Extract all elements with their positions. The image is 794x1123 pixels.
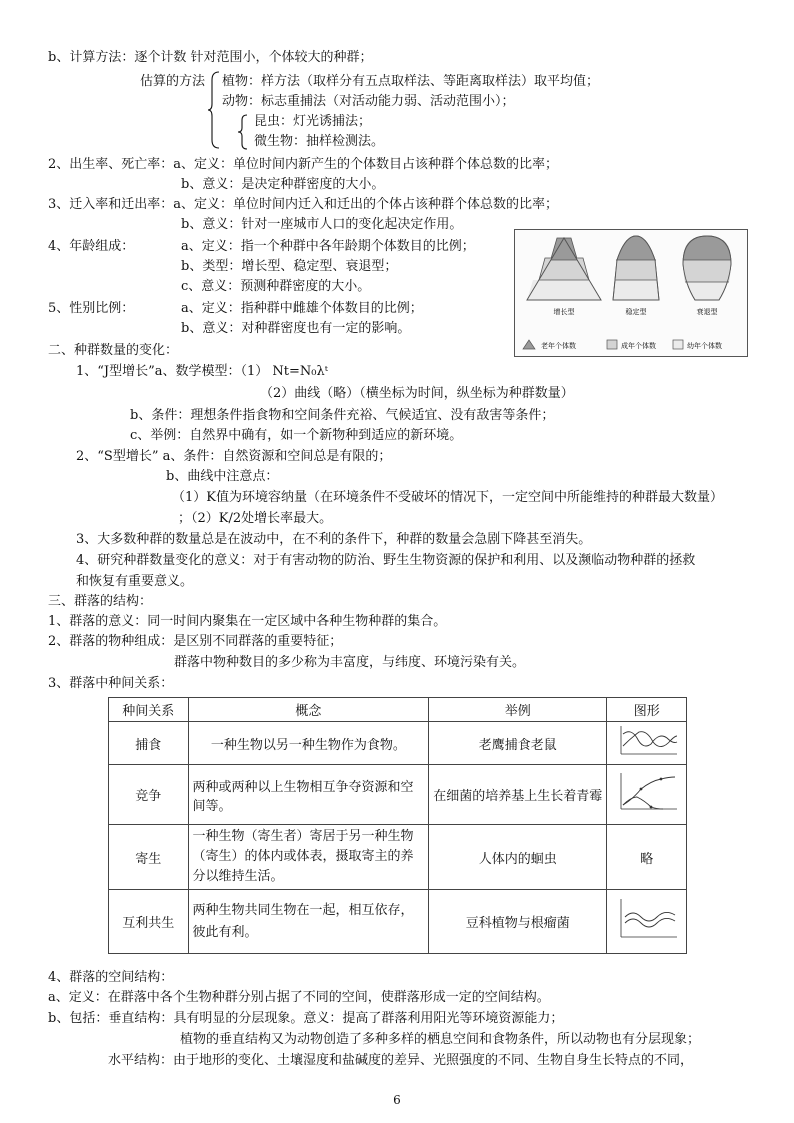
- line-age-structure-definition: a、定义：指一个种群中各年龄期个体数目的比例；: [181, 239, 475, 254]
- relation-concept: 一种生物（寄生者）寄居于另一种生物（寄生）的体内或体表，摄取寄主的养分以维持生活。: [188, 825, 429, 890]
- legend-adult-label: 成年个体数: [621, 342, 656, 350]
- line-microbe-sampling: 微生物：抽样检测法。: [254, 134, 385, 149]
- line-species-composition: 2、群落的物种组成：是区别不同群落的重要特征；: [48, 634, 343, 649]
- table-header-row: [109, 698, 687, 722]
- line-age-structure-label: 4、年龄组成：: [48, 239, 135, 254]
- declining-type-label: 衰退型: [696, 308, 718, 316]
- legend-old-swatch: [523, 340, 535, 349]
- line-horizontal-structure: 水平结构：由于地形的变化、土壤湿度和盐碱度的差异、光照强度的不同、生物自身生长特点的不同，: [108, 1053, 694, 1068]
- relation-graph: 略: [607, 825, 687, 890]
- line-birth-death-definition: 2、出生率、死亡率：a、定义：单位时间内新产生的个体数目占该种群个体总数的比率；: [48, 157, 559, 172]
- relation-example: 豆科植物与根瘤菌: [429, 890, 607, 954]
- line-research-meaning-cont: 和恢复有重要意义。: [76, 574, 194, 589]
- relation-concept: 两种或两种以上生物相互争夺资源和空间等。: [188, 765, 429, 825]
- line-interspecific-heading: 3、群落中种间关系：: [48, 676, 174, 691]
- declining-type-urn: [683, 236, 731, 300]
- age-structure-figure: [514, 229, 748, 357]
- line-k-value: （1）K值为环境容纳量（在环境条件不受破坏的情况下，一定空间中所能维持的种群最大数量）: [172, 490, 723, 505]
- line-section-two-heading: 二、种群数量的变化：: [48, 343, 179, 358]
- header-graph: 图形: [607, 698, 687, 722]
- header-concept: 概念: [188, 698, 429, 722]
- line-vertical-structure: b、包括：垂直结构：具有明显的分层现象。意义：提高了群落利用阳光等环境资源能力；: [48, 1011, 564, 1026]
- table-row: [109, 890, 687, 954]
- line-migration-definition: 3、迁入率和迁出率：a、定义：单位时间内迁入和迁出的个体占该种群个体总数的比率；: [48, 197, 559, 212]
- page-number: 6: [393, 1093, 401, 1107]
- brace-large: [207, 70, 221, 150]
- line-community-meaning: 1、群落的意义：同一时间内聚集在一定区域中各种生物种群的集合。: [48, 614, 447, 629]
- header-example: 举例: [429, 698, 607, 722]
- competition-graph: [607, 765, 687, 825]
- growth-type-pyramid: [527, 238, 601, 300]
- relation-concept: 两种生物共同生物在一起，相互依存，彼此有利。: [188, 890, 429, 954]
- legend-young-label: 幼年个体数: [687, 342, 722, 350]
- line-insect-light-trap: 昆虫：灯光诱捕法；: [254, 114, 372, 129]
- line-sex-ratio-meaning: b、意义：对种群密度也有一定的影响。: [181, 321, 411, 336]
- brace-small: [237, 113, 249, 151]
- relation-name: 寄生: [109, 825, 189, 890]
- line-age-structure-meaning: c、意义：预测种群密度的大小。: [181, 279, 371, 294]
- line-s-growth-conditions: 2、“S型增长” a、条件：自然资源和空间总是有限的；: [76, 449, 392, 464]
- legend-adult-swatch: [607, 340, 617, 349]
- line-sex-ratio-label: 5、性别比例：: [48, 301, 135, 316]
- line-spatial-structure-heading: 4、群落的空间结构：: [48, 970, 174, 985]
- line-k-half: ；（2）K/2处增长率最大。: [178, 511, 333, 526]
- line-plant-sampling: 植物：样方法（取样分有五点取样法、等距离取样法）取平均值；: [222, 74, 600, 89]
- line-sex-ratio-definition: a、定义：指种群中雌雄个体数目的比例；: [181, 301, 423, 316]
- line-j-growth-model: 1、“J型增长”a、数学模型：（1） Nt=N₀λᵗ: [76, 364, 328, 379]
- legend-young-swatch: [673, 340, 683, 349]
- relation-example: 老鹰捕食老鼠: [429, 722, 607, 765]
- line-birth-death-meaning: b、意义：是决定种群密度的大小。: [181, 177, 385, 192]
- mutualism-graph: [607, 890, 687, 954]
- relation-concept: 一种生物以另一种生物作为食物。: [188, 722, 429, 765]
- line-research-meaning: 4、研究种群数量变化的意义：对于有害动物的防治、野生生物资源的保护和利用、以及濒临动物种群的拯救: [76, 553, 696, 568]
- table-row: [109, 825, 687, 890]
- relation-name: 竞争: [109, 765, 189, 825]
- stable-type-bell: [613, 236, 659, 300]
- predation-graph: [607, 722, 687, 765]
- table-row: [109, 722, 687, 765]
- line-spatial-structure-definition: a、定义：在群落中各个生物种群分别占据了不同的空间，使群落形成一定的空间结构。: [48, 990, 550, 1005]
- relation-example: 人体内的蛔虫: [429, 825, 607, 890]
- relation-name: 捕食: [109, 722, 189, 765]
- line-population-fluctuation: 3、大多数种群的数量总是在波动中，在不利的条件下，种群的数量会急剧下降甚至消失。: [76, 532, 592, 547]
- table-row: [109, 765, 687, 825]
- line-animal-mark-recapture: 动物：标志重捕法（对活动能力弱、活动范围小）；: [222, 94, 515, 109]
- header-relation: 种间关系: [109, 698, 189, 722]
- line-j-growth-curve: （2）曲线（略）（横坐标为时间，纵坐标为种群数量）: [260, 386, 574, 401]
- line-richness: 群落中物种数目的多少称为丰富度，与纬度、环境污染有关。: [174, 655, 526, 670]
- relation-example: 在细菌的培养基上生长着青霉: [429, 765, 607, 825]
- growth-type-label: 增长型: [553, 308, 575, 316]
- line-vertical-structure-animals: 植物的垂直结构又为动物创造了多种多样的栖息空间和食物条件，所以动物也有分层现象；: [180, 1032, 701, 1047]
- line-j-growth-example: c、举例：自然界中确有，如一个新物种到适应的新环境。: [130, 428, 463, 443]
- line-estimate-label: 估算的方法: [140, 74, 206, 89]
- line-s-growth-curve-notes: b、曲线中注意点：: [166, 469, 279, 484]
- line-migration-meaning: b、意义：针对一座城市人口的变化起决定作用。: [181, 217, 463, 232]
- interspecific-relations-table: [108, 697, 687, 954]
- relation-name: 互利共生: [109, 890, 189, 954]
- line-section-three-heading: 三、群落的结构：: [48, 594, 153, 609]
- line-j-growth-conditions: b、条件：理想条件指食物和空间条件充裕、气候适宜、没有敌害等条件；: [130, 408, 555, 423]
- legend-old-label: 老年个体数: [541, 342, 576, 350]
- line-age-structure-types: b、类型：增长型、稳定型、衰退型；: [181, 259, 398, 274]
- stable-type-label: 稳定型: [625, 308, 647, 316]
- line-counting-method: b、计算方法：逐个计数 针对范围小，个体较大的种群；: [48, 50, 373, 65]
